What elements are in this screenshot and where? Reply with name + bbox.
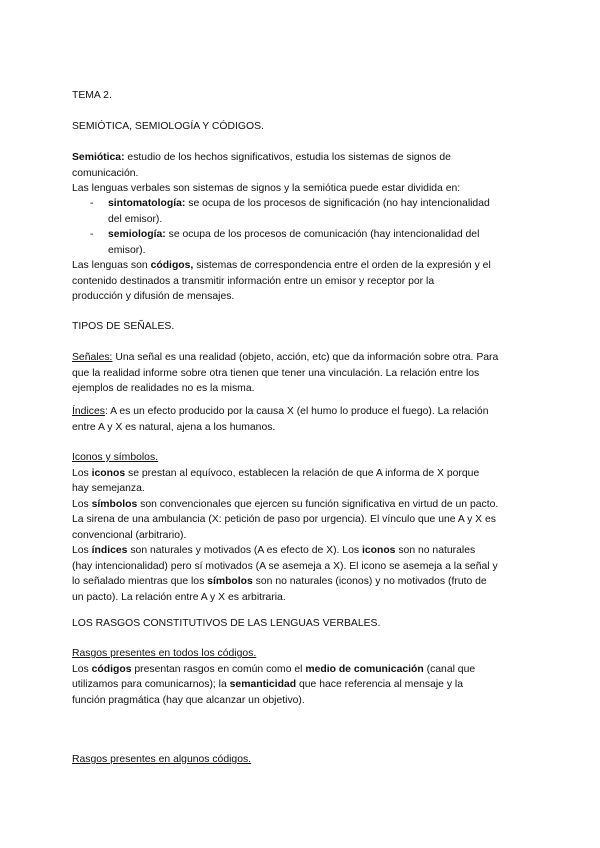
paragraph-indices (72, 404, 532, 435)
term-senales: Señales: (72, 352, 113, 363)
text: Los (72, 498, 92, 510)
text: que hace referencia al mensaje y la (296, 679, 464, 690)
text: son no naturales (iconos) y no motivados (fruto de (252, 576, 487, 587)
term-sintomatologia: sintomatología: (108, 198, 186, 209)
text: que la realidad informe sobre otra tienen que tener una vinculación. La relación entre los (72, 367, 480, 379)
term-semiotica: Semiótica: (72, 152, 125, 163)
term-indices-bold: índices (91, 545, 128, 556)
text: son naturales y motivados (A es efecto de X). Los (127, 545, 362, 556)
text: lo señalado mientras que los (72, 576, 208, 587)
section-heading-tipos-senales: TIPOS DE SEÑALES. (72, 321, 175, 332)
text: (canal que (423, 663, 476, 675)
text: contenido destinados a transmitir información entre un emisor y receptor por la (72, 275, 435, 287)
text: son convencionales que ejercen su función significativa en virtud de un pacto. (137, 498, 499, 510)
text: función pragmática (hay que alcanzar un objetivo). (72, 694, 305, 706)
text: Los (72, 545, 92, 556)
term-iconos: iconos (91, 467, 126, 479)
section-heading-semiotica: SEMIÓTICA, SEMIOLOGÍA Y CÓDIGOS. (72, 121, 264, 132)
subheading-iconos-simbolos: Iconos y símbolos. (72, 452, 159, 463)
paragraph-senales (72, 350, 532, 397)
text: La sirena de una ambulancia (X: petición de paso por urgencia). El vínculo que une A y X es (72, 514, 496, 525)
section-heading-rasgos: LOS RASGOS CONSTITUTIVOS DE LAS LENGUAS VERBALES. (72, 618, 381, 629)
paragraph-semiotica (72, 150, 532, 197)
text: producción y difusión de mensajes. (72, 291, 235, 302)
text: se prestan al equívoco, establecen la relación de que A informa de X porque (125, 467, 480, 479)
term-medio-comunicacion: medio de comunicación (305, 663, 424, 675)
text: se ocupa de los procesos de comunicación (hay intencionalidad del (165, 229, 480, 240)
paragraph-codigos (72, 258, 532, 305)
list-item (108, 196, 538, 227)
text: utilizamos para comunicarnos); la (72, 679, 230, 690)
term-simbolos-bold: símbolos (207, 576, 253, 587)
section-iconos-simbolos (72, 450, 532, 605)
text: Una señal es una realidad (objeto, acción, etc) que da información sobre otra. Para (112, 352, 499, 363)
text: (hay intencionalidad) pero sí motivados (A se asemeja a X). El icono se asemeja a la señal y (72, 560, 498, 572)
text: Las lenguas son (72, 260, 151, 271)
term-semiologia: semiología: (108, 229, 166, 240)
text: emisor). (108, 244, 146, 256)
text: entre A y X es natural, ajena a los humanos. (72, 421, 276, 433)
term-indices: Índices (72, 406, 105, 417)
text: Los (72, 467, 92, 479)
text: del emisor). (108, 213, 163, 225)
text: estudio de los hechos significativos, estudia los sistemas de signos de (124, 152, 451, 163)
text: comunicación. (72, 167, 139, 179)
text: presentan rasgos en común como el (131, 663, 306, 675)
text: hay semejanza. (72, 483, 145, 494)
text: convencional (arbitrario). (72, 529, 187, 541)
bullet-dash: - (90, 198, 94, 209)
subheading-rasgos-algunos: Rasgos presentes en algunos códigos. (72, 754, 252, 765)
term-codigos: códigos, (150, 260, 194, 271)
term-iconos-bold: iconos (361, 545, 396, 556)
list-item (108, 227, 538, 258)
text: Las lenguas verbales son sistemas de signos y la semiótica puede estar dividida en: (72, 183, 461, 194)
text: ejemplos de realidades no es la misma. (72, 383, 255, 394)
subheading-rasgos-todos: Rasgos presentes en todos los códigos. (72, 648, 257, 659)
term-semanticidad: semanticidad (229, 679, 297, 690)
text: un pacto). La relación entre A y X es arbitraria. (72, 591, 286, 603)
term-codigos-bold: códigos (91, 663, 132, 675)
text: sistemas de correspondencia entre el orden de la expresión y el (193, 260, 491, 271)
section-rasgos-todos (72, 646, 532, 708)
text: Los (72, 663, 92, 675)
term-simbolos: símbolos (91, 498, 138, 510)
document-title: TEMA 2. (72, 90, 112, 101)
text: son no naturales (395, 545, 476, 556)
bullet-dash: - (90, 229, 94, 240)
text: se ocupa de los procesos de significación (no hay intencionalidad (185, 198, 490, 209)
text: : A es un efecto producido por la causa X (el humo lo produce el fuego). La relación (104, 406, 489, 417)
